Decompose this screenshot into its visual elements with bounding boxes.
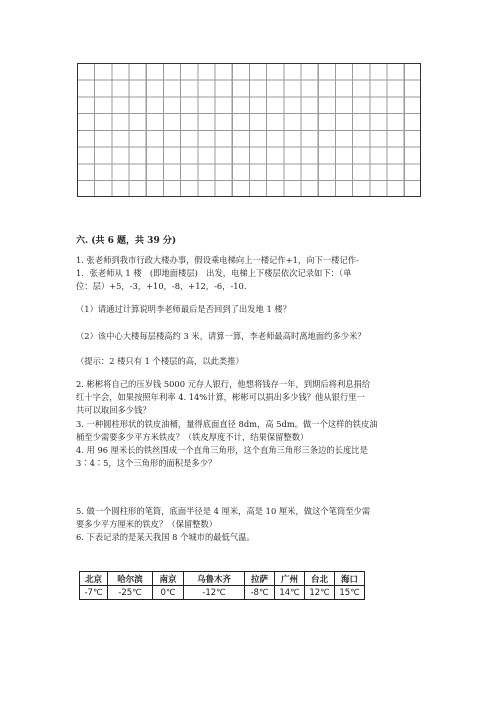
temp-cell: 14℃ bbox=[275, 586, 305, 600]
city-cell: 广州 bbox=[275, 572, 305, 586]
q1-line-3: 位：层）+5，-3，+10，-8，+12，-6，-10. bbox=[76, 281, 247, 291]
table-row bbox=[80, 586, 365, 600]
temp-cell: -12℃ bbox=[184, 586, 245, 600]
q2-line-3: 共可以取回多少钱？ bbox=[76, 405, 151, 415]
city-cell: 台北 bbox=[305, 572, 335, 586]
q5-line-2: 要多少平方厘米的铁皮？（保留整数） bbox=[76, 519, 218, 529]
q5-line-1: 5. 做一个圆柱形的笔筒，底面半径是 4 厘米，高是 10 厘米，做这个笔筒至少需 bbox=[76, 506, 371, 516]
temp-cell: -7℃ bbox=[80, 586, 108, 600]
city-cell: 海口 bbox=[335, 572, 365, 586]
temp-cell: 12℃ bbox=[305, 586, 335, 600]
q3-line-1: 3. 一种圆柱形状的铁皮油桶，量得底面直径 8dm，高 5dm。做一个这样的铁皮油 bbox=[76, 419, 378, 429]
q1-hint: （提示：2 楼只有 1 个楼层的高，以此类推） bbox=[76, 356, 244, 366]
q4-line-1: 4. 用 96 厘米长的铁丝围成一个直角三角形，这个直角三角形三条边的长度比是 bbox=[76, 445, 368, 455]
city-cell: 乌鲁木齐 bbox=[184, 572, 245, 586]
city-cell: 拉萨 bbox=[245, 572, 275, 586]
temp-cell: -25℃ bbox=[108, 586, 153, 600]
section-heading: 六. (共 6 题，共 39 分) bbox=[76, 236, 177, 246]
q1-sub-1: （1）请通过计算说明李老师最后是否回到了出发地 1 楼？ bbox=[76, 304, 291, 314]
temp-cell: 0℃ bbox=[153, 586, 184, 600]
city-cell: 南京 bbox=[153, 572, 184, 586]
temp-cell: 15℃ bbox=[335, 586, 365, 600]
q1-line-2: 1．张老师从 1 楼 (即地面楼层) 出发，电梯上下楼层依次记录如下：（单 bbox=[76, 268, 352, 278]
city-cell: 哈尔滨 bbox=[108, 572, 153, 586]
city-cell: 北京 bbox=[80, 572, 108, 586]
q6-line-1: 6. 下表记录的是某天我国 8 个城市的最低气温。 bbox=[76, 532, 255, 542]
q3-line-2: 桶至少需要多少平方米铁皮？（铁皮厚度不计，结果保留整数） bbox=[76, 432, 309, 442]
table-row bbox=[80, 572, 365, 586]
writing-grid bbox=[77, 63, 421, 197]
q4-line-2: 3∶4∶5，这个三角形的面积是多少？ bbox=[76, 458, 217, 468]
q1-line-1: 1. 张老师到我市行政大楼办事，假设乘电梯向上一楼记作+1，向下一楼记作- bbox=[76, 255, 359, 265]
temp-cell: -8℃ bbox=[245, 586, 275, 600]
q1-sub-2: （2）该中心大楼每层楼高约 3 米，请算一算，李老师最高时离地面约多少米？ bbox=[76, 331, 366, 341]
temperature-table bbox=[79, 571, 365, 600]
q2-line-2: 红十字会，如果按照年利率 4. 14%计算，彬彬可以捐出多少钱？他从银行里一 bbox=[76, 392, 365, 402]
q2-line-1: 2. 彬彬将自己的压岁钱 5000 元存人银行，他想将钱存一年，到期后将利息捐给 bbox=[76, 379, 371, 389]
